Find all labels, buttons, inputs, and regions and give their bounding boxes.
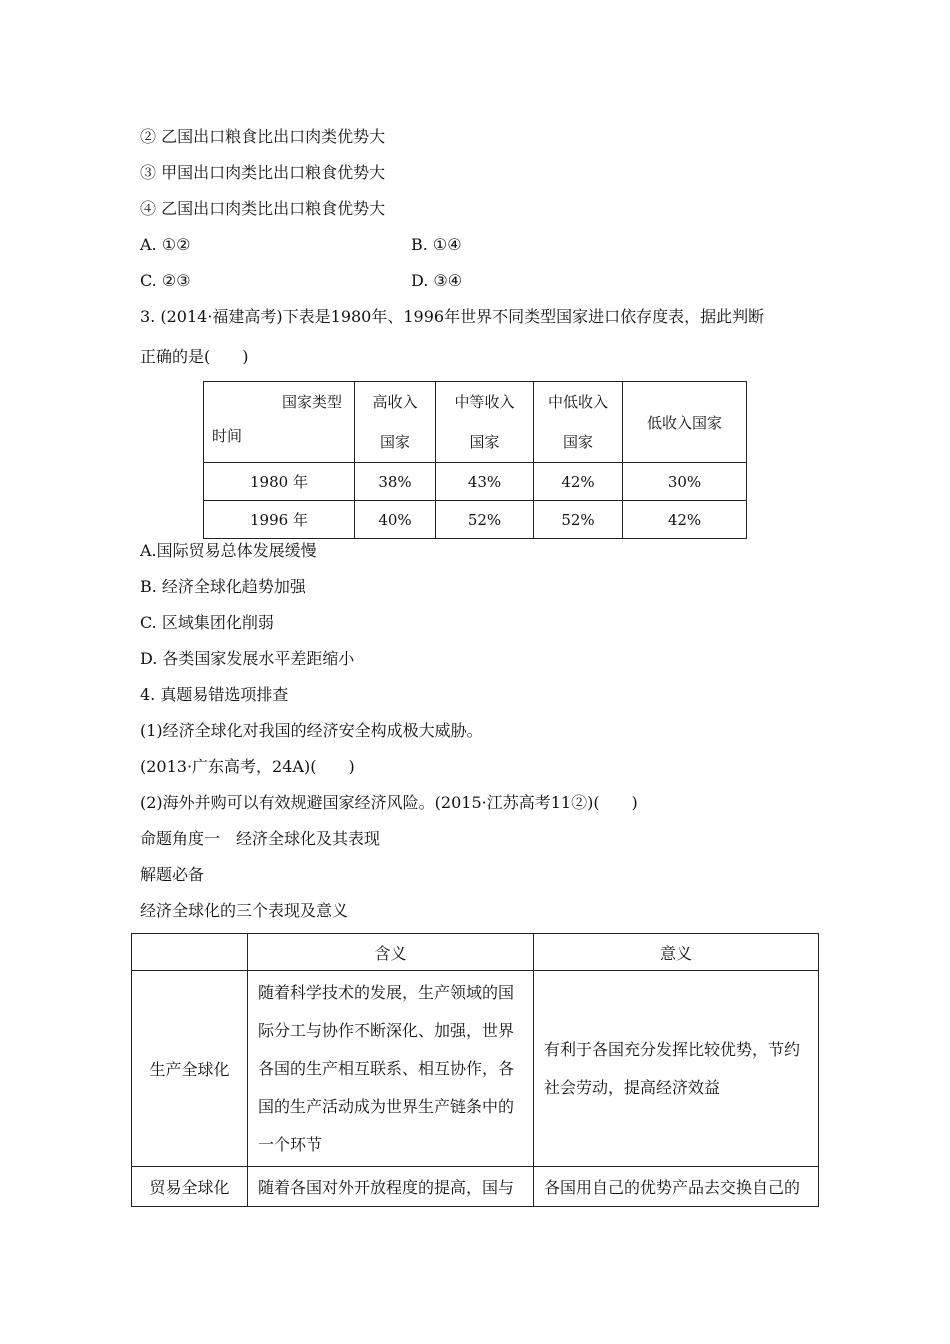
option-3: ③ 甲国出口肉类比出口粮食优势大 [140,163,386,182]
table-cell: 40% [355,501,436,539]
import-dependency-table [203,381,747,539]
section-table-title: 经济全球化的三个表现及意义 [140,901,349,920]
row-year: 1980 年 [204,463,355,501]
q3-stem-line1: 3. (2014·福建高考)下表是1980年、1996年世界不同类型国家进口依存度表，据此判断 [140,307,765,326]
header-low-income: 低收入国家 [623,382,747,463]
table-row [204,463,747,501]
q3-choice-c: C. 区域集团化削弱 [140,613,274,632]
globalization-table [131,933,819,1207]
row-significance: 有利于各国充分发挥比较优势，节约 社会劳动，提高经济效益 [534,971,819,1167]
row-meaning: 随着各国对外开放程度的提高，国与 [248,1167,534,1207]
section-angle: 命题角度一 经济全球化及其表现 [140,829,381,848]
table-cell: 52% [436,501,534,539]
q4-item1-source: (2013·广东高考，24A)( ) [140,757,355,776]
header-country-type: 国家类型 [281,393,342,411]
option-2: ② 乙国出口粮食比出口肉类优势大 [140,127,386,146]
header-middle-income: 中等收入 国家 [436,382,534,463]
header-time: 时间 [212,427,243,445]
q3-stem-line2: 正确的是( ) [140,347,249,366]
table-header-row [132,934,819,971]
table-cell: 42% [623,501,747,539]
choice-c: C. ②③ [140,271,191,290]
table-cell: 43% [436,463,534,501]
q4-title: 4. 真题易错选项排查 [140,685,289,704]
q4-item1: (1)经济全球化对我国的经济安全构成极大威胁。 [140,721,483,740]
header-significance: 意义 [534,934,819,971]
q3-choice-a: A.国际贸易总体发展缓慢 [140,541,317,560]
table-row [204,501,747,539]
header-empty [132,934,248,971]
option-4: ④ 乙国出口肉类比出口粮食优势大 [140,199,386,218]
table-cell: 38% [355,463,436,501]
q3-choice-b: B. 经济全球化趋势加强 [140,577,306,596]
row-name: 生产全球化 [132,971,248,1167]
row-significance: 各国用自己的优势产品去交换自己的 [534,1167,819,1207]
row-year: 1996 年 [204,501,355,539]
q4-item2: (2)海外并购可以有效规避国家经济风险。(2015·江苏高考11②)( ) [140,793,638,812]
row-meaning: 随着科学技术的发展，生产领域的国 际分工与协作不断深化、加强，世界 各国的生产相互联系、相互协作，各 国的生产活动成为世界生产链条中的 一个环节 [248,971,534,1167]
section-prep: 解题必备 [140,865,205,884]
table-cell: 42% [534,463,623,501]
row-name: 贸易全球化 [132,1167,248,1207]
table-row [132,971,819,1167]
table-cell: 52% [534,501,623,539]
table-cell: 30% [623,463,747,501]
diagonal-header-cell [204,382,355,463]
choice-d: D. ③④ [411,271,463,290]
choice-b: B. ①④ [411,235,462,254]
header-meaning: 含义 [248,934,534,971]
header-lower-middle-income: 中低收入 国家 [534,382,623,463]
header-high-income: 高收入 国家 [355,382,436,463]
choice-a: A. ①② [140,235,191,254]
table-row [132,1167,819,1207]
q3-choice-d: D. 各类国家发展水平差距缩小 [140,649,355,668]
